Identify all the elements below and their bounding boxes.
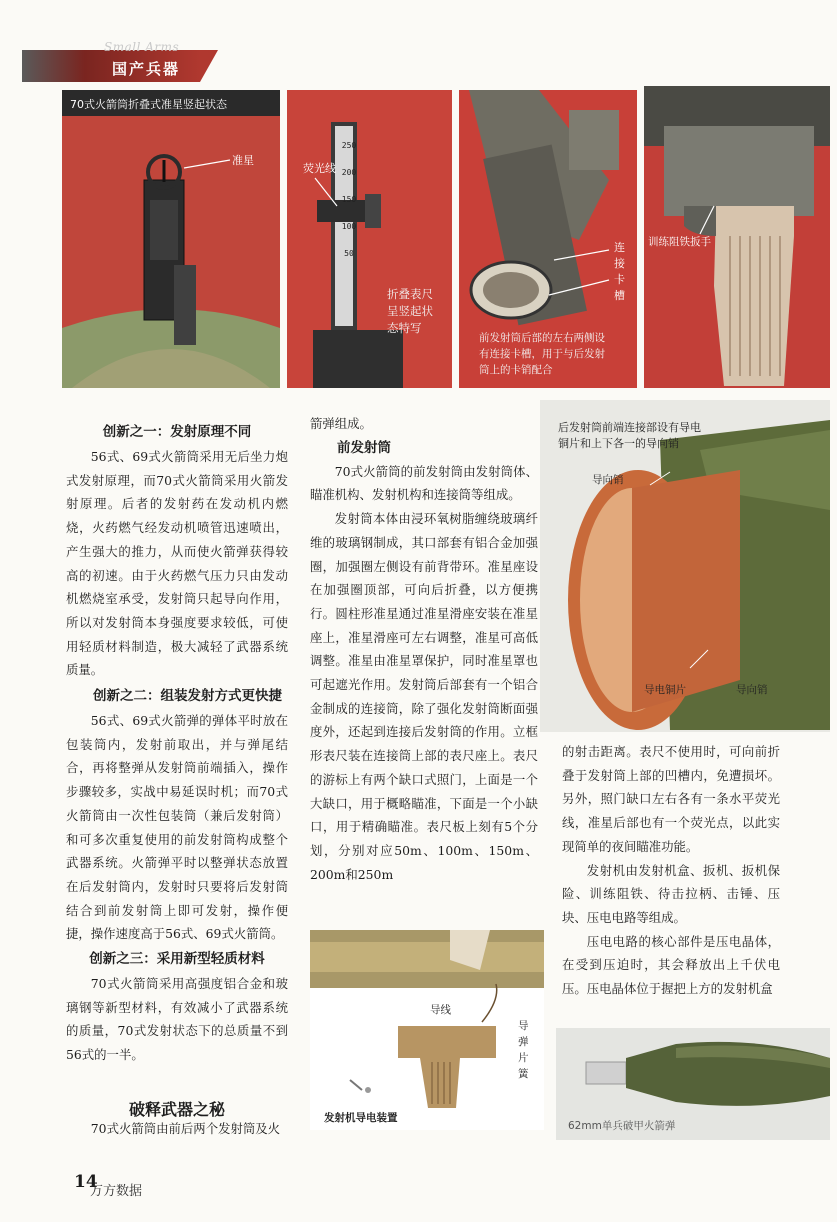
label-char: 片 — [518, 1052, 529, 1064]
paragraph: 56式、69式火箭筒采用无后坐力炮式发射原理，而70式火箭筒采用火箭发射原理。后者的发射药在发动机内燃烧，火药燃气经发动机喷管迅速喷出，产生强大的推力，从而使火箭弹获得较高的初速。由于火药燃气压力只由发动机燃烧室承受，发射筒只起导向作用，所以对发射筒本身强度要求较低，可使用轻质材料制造，极大减轻了武器系统质量。 — [66, 449, 288, 678]
caption-line: 折叠表尺 — [387, 287, 433, 301]
paragraph: 压电电路的核心部件是压电晶体，在受到压迫时，其会释放出上千伏电压。压电晶体位于握把上方的发射机盒 — [562, 933, 780, 997]
page-number: 14 — [74, 1172, 98, 1192]
label-training-sear: 训练阻铁扳手 — [648, 236, 711, 248]
photo-rear-sight-caption — [387, 286, 449, 337]
photo-rocket — [556, 1028, 830, 1140]
label-fluorescent-line: 荧光线 — [303, 162, 336, 175]
label-copper-strip: 导电铜片 — [644, 684, 686, 696]
heading-innovation-1: 创新之一：发射原理不同 — [102, 424, 252, 440]
label-guide-pin-bottom: 导向销 — [736, 684, 768, 696]
scale-mark: 50 — [344, 249, 354, 258]
label-char: 簧 — [518, 1068, 529, 1080]
sight-scale — [341, 132, 357, 267]
photo-rocket-caption: 62mm单兵破甲火箭弹 — [568, 1120, 676, 1132]
label-char: 弹 — [518, 1036, 529, 1048]
photo-copper-contact-caption — [558, 420, 818, 452]
photo-front-sight — [62, 90, 280, 388]
paragraph: 发射机由发射机盒、扳机、扳机保险、训练阻铁、待击拉柄、击锤、压块、压电电路等组成。 — [562, 862, 780, 925]
label-char: 连 — [614, 241, 625, 254]
photo-connection-slots — [459, 90, 637, 388]
label-char: 卡 — [614, 273, 625, 286]
caption-line: 前发射筒后部的左右两侧设 — [479, 332, 605, 344]
header-section-title: 国产兵器 — [112, 60, 181, 78]
column-3 — [562, 740, 780, 1001]
label-guide-spring — [518, 1018, 532, 1082]
label-char: 导 — [518, 1020, 529, 1032]
caption-line: 筒上的卡销配合 — [479, 364, 553, 376]
paragraph: 70式火箭筒由前后两个发射筒及火 — [90, 1121, 281, 1136]
caption-line: 铜片和上下各一的导向销 — [558, 437, 679, 450]
heading-innovation-3: 创新之三：采用新型轻质材料 — [89, 951, 265, 968]
column-1-tail — [66, 1117, 296, 1141]
label-front-sight: 准星 — [232, 154, 254, 167]
column-2 — [310, 412, 538, 886]
scale-mark: 200 — [341, 168, 357, 177]
header-english-title: Small Arms — [104, 40, 180, 54]
photo-trigger-electrical-caption: 发射机导电装置 — [324, 1112, 398, 1124]
column-1 — [66, 420, 288, 1067]
photo-connection-slots-caption — [479, 330, 635, 378]
heading-innovation-2: 创新之二：组装发射方式更快捷 — [93, 688, 282, 705]
photo-rear-sight — [287, 90, 452, 388]
paragraph: 56式、69式火箭弹的弹体平时放在包装筒内，发射前取出，并与弹尾结合，再将整弹从发射筒前端插入，操作步骤较多，实战中易延误时机；而70式火箭筒由一次性包装筒（兼后发射筒）和可多次重复使用的前发射筒构成整个武器系统。火箭弹平时以整弹状态放置在后发射筒内，发射时只要将后发射筒结合到前发射筒上即可发射，操作便捷，操作速度高于56式、69式火箭筒。 — [66, 713, 288, 942]
label-char: 接 — [614, 257, 625, 270]
caption-line: 后发射筒前端连接部设有导电 — [558, 421, 701, 434]
scale-mark: 250 — [341, 141, 357, 150]
paragraph: 的射击距离。表尺不使用时，可向前折叠于发射筒上部的凹槽内，免遭损坏。另外，照门缺口左右各有一条水平荧光线，准星后部也有一个荧光点，以此实现简单的夜间瞄准功能。 — [562, 744, 780, 854]
paragraph: 箭弹组成。 — [310, 416, 372, 431]
label-char: 槽 — [614, 289, 625, 302]
photo-trigger-electrical — [310, 930, 544, 1130]
paragraph: 发射筒本体由浸环氧树脂缠绕玻璃纤维的玻璃钢制成，其口部套有铝合金加强圈，加强圈左侧设有前背带环。准星座设在加强圈顶部，可向后折叠，以方便携行。圆柱形准星通过准星滑座安装在准星座上，准星滑座可左右调整，准星可高低调整。准星由准星罩保护，同时准星罩也可起遮光作用。发射筒后部套有一个铝合金制成的连接筒，除了强化发射筒断面强度外，还起到连接后发射筒的作用。立框形表尺装在连接筒上部的表尺座上。表尺的游标上有两个缺口式照门，上面是一个大缺口，用于概略瞄准，下面是一个小缺口，用于精确瞄准。表尺板上刻有5个分划，分别对应50m、100m、150m、200m和250m — [310, 511, 538, 882]
label-wire: 导线 — [430, 1004, 451, 1016]
heading-front-tube: 前发射筒 — [337, 439, 391, 456]
photo-copper-contact — [540, 400, 830, 732]
caption-line: 呈竖起状 — [387, 304, 433, 318]
photo-trigger-grip — [644, 86, 830, 388]
caption-line: 有连接卡槽，用于与后发射 — [479, 348, 605, 360]
scale-mark: 150 — [341, 195, 357, 204]
source-watermark: 万方数据 — [90, 1184, 143, 1199]
scale-mark: 100 — [341, 222, 357, 231]
paragraph: 70式火箭筒的前发射筒由发射筒体、瞄准机构、发射机构和连接筒等组成。 — [310, 463, 538, 503]
paragraph: 70式火箭筒采用高强度铝合金和玻璃钢等新型材料，有效减小了武器系统的质量，70式发射状态下的总质量不到56式的一半。 — [66, 976, 288, 1063]
label-connection-slot — [614, 240, 628, 304]
photo-front-sight-caption: 70式火箭筒折叠式准星竖起状态 — [70, 98, 227, 111]
heading-weapon-secrets: 破释武器之秘 — [128, 1100, 225, 1119]
label-guide-pin-top: 导向销 — [592, 474, 624, 486]
caption-line: 态特写 — [387, 321, 422, 335]
